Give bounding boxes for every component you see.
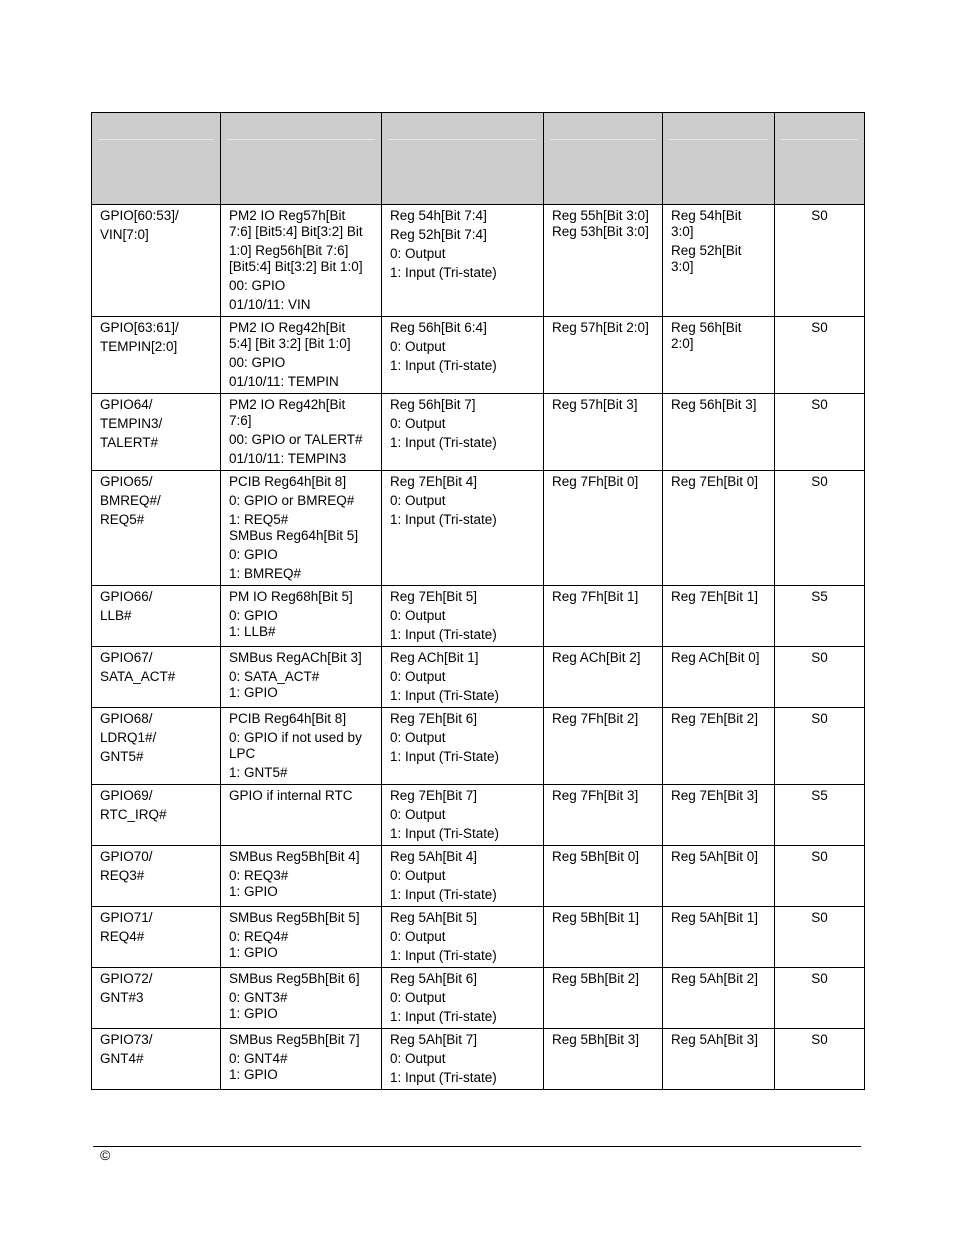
cell-text-line: GPIO67/ (100, 650, 153, 665)
cell-pin-name (92, 846, 221, 907)
cell-text-line: Reg 7Fh[Bit 2] (552, 711, 639, 726)
table-body (92, 205, 865, 1090)
table-row (92, 586, 865, 647)
cell-text-line: Reg 56h[Bit 7] (390, 397, 476, 412)
cell-pin-name (92, 907, 221, 968)
cell-function-select (221, 785, 382, 846)
cell-power-state (775, 1029, 865, 1090)
cell-text-line: GNT4# (100, 1051, 144, 1066)
cell-text-line: Reg 54h[Bit 7:4] (390, 208, 487, 223)
cell-text-line: BMREQ#/ (100, 493, 161, 508)
cell-text-line: 0: GPIO if not used by (229, 730, 362, 745)
cell-output-register (663, 586, 775, 647)
cell-text-line: PM2 IO Reg42h[Bit (229, 320, 346, 335)
cell-output-register (663, 785, 775, 846)
header-cell-label (550, 117, 656, 140)
cell-text-line: Reg 7Eh[Bit 5] (390, 589, 478, 604)
cell-output-register (663, 1029, 775, 1090)
cell-text-line: GPIO71/ (100, 910, 153, 925)
cell-text-line: 0: REQ3# (229, 868, 289, 883)
cell-text-line: Reg 7Eh[Bit 6] (390, 711, 478, 726)
cell-text-line: GPIO[63:61]/ (100, 320, 179, 335)
cell-text-line: GPIO68/ (100, 711, 153, 726)
cell-pin-name (92, 471, 221, 586)
cell-pin-name (92, 1029, 221, 1090)
cell-text-line: SMBus Reg5Bh[Bit 7] (229, 1032, 360, 1047)
header-cell-select (221, 113, 382, 205)
cell-text-line: REQ3# (100, 868, 145, 883)
cell-text-line: Reg 53h[Bit 3:0] (552, 224, 649, 239)
cell-input-register (544, 846, 663, 907)
cell-output-register (663, 846, 775, 907)
cell-text-line: 0: GNT3# (229, 990, 288, 1005)
cell-text-line: Reg 7Eh[Bit 4] (390, 474, 478, 489)
cell-text-line: 0: Output (390, 1051, 446, 1066)
cell-function-select (221, 394, 382, 471)
cell-text-line: 0: Output (390, 246, 446, 261)
cell-text-line: 0: Output (390, 339, 446, 354)
cell-text-line: Reg 57h[Bit 2:0] (552, 320, 649, 335)
cell-text-line: Reg 7Eh[Bit 7] (390, 788, 478, 803)
cell-text-line: 0: GPIO (229, 608, 278, 623)
cell-function-select (221, 1029, 382, 1090)
cell-text: S0 (811, 397, 828, 412)
cell-output-register (663, 708, 775, 785)
cell-text-line: 0: Output (390, 608, 446, 623)
table-row (92, 317, 865, 394)
cell-text-line: PM2 IO Reg42h[Bit (229, 397, 346, 412)
cell-text-line: 0: REQ4# (229, 929, 289, 944)
cell-text-line: 0: GPIO (229, 547, 278, 562)
cell-output-enable (382, 846, 544, 907)
header-cell-label (669, 117, 768, 140)
cell-pin-name (92, 647, 221, 708)
cell-text-line: GPIO72/ (100, 971, 153, 986)
copyright-symbol: © (100, 1147, 111, 1163)
cell-output-enable (382, 708, 544, 785)
cell-text-line: 2:0] (671, 336, 694, 351)
cell-text-line: 1: BMREQ# (229, 566, 302, 581)
cell-text-line: SMBus RegACh[Bit 3] (229, 650, 362, 665)
cell-output-enable (382, 1029, 544, 1090)
cell-function-select (221, 907, 382, 968)
cell-text: S0 (811, 474, 828, 489)
cell-text-line: VIN[7:0] (100, 227, 149, 242)
cell-text-line: GPIO[60:53]/ (100, 208, 179, 223)
cell-text-line: 1:0] Reg56h[Bit 7:6] (229, 243, 349, 258)
cell-text-line: SMBus Reg64h[Bit 5] (229, 528, 359, 543)
cell-output-enable (382, 586, 544, 647)
cell-output-register (663, 968, 775, 1029)
cell-text-line: Reg 5Ah[Bit 0] (671, 849, 759, 864)
cell-text-line: Reg 5Ah[Bit 2] (671, 971, 759, 986)
cell-text-line: Reg 7Fh[Bit 0] (552, 474, 639, 489)
cell-input-register (544, 1029, 663, 1090)
cell-text-line: Reg 5Bh[Bit 2] (552, 971, 640, 986)
cell-power-state (775, 471, 865, 586)
cell-power-state (775, 647, 865, 708)
cell-output-register (663, 907, 775, 968)
cell-text-line: Reg 5Bh[Bit 3] (552, 1032, 640, 1047)
cell-text-line: 1: Input (Tri-State) (390, 688, 500, 703)
cell-text-line: GNT#3 (100, 990, 144, 1005)
cell-text-line: GPIO65/ (100, 474, 153, 489)
cell-power-state (775, 968, 865, 1029)
cell-function-select (221, 708, 382, 785)
cell-output-enable (382, 785, 544, 846)
cell-text-line: GPIO if internal RTC (229, 788, 353, 803)
cell-text-line: [Bit5:4] Bit[3:2] Bit 1:0] (229, 259, 363, 274)
cell-text-line: 1: GPIO (229, 685, 278, 700)
cell-text: S0 (811, 711, 828, 726)
cell-output-register (663, 394, 775, 471)
cell-output-register (663, 205, 775, 317)
table-row (92, 471, 865, 586)
footer-divider (93, 1146, 861, 1147)
cell-function-select (221, 317, 382, 394)
cell-text-line: Reg 7Eh[Bit 0] (671, 474, 759, 489)
cell-text-line: 0: Output (390, 868, 446, 883)
cell-text: S0 (811, 849, 828, 864)
header-cell-input (544, 113, 663, 205)
cell-text-line: Reg 7Eh[Bit 2] (671, 711, 759, 726)
cell-text-line: REQ4# (100, 929, 145, 944)
cell-output-enable (382, 907, 544, 968)
cell-text-line: SATA_ACT# (100, 669, 176, 684)
header-cell-label (781, 117, 858, 140)
header-cell-pin (92, 113, 221, 205)
cell-text-line: Reg 5Bh[Bit 0] (552, 849, 640, 864)
cell-text-line: 5:4] [Bit 3:2] [Bit 1:0] (229, 336, 351, 351)
cell-text-line: TALERT# (100, 435, 159, 450)
cell-text-line: 0: Output (390, 669, 446, 684)
cell-text-line: Reg 5Ah[Bit 1] (671, 910, 759, 925)
cell-text-line: 1: Input (Tri-State) (390, 826, 500, 841)
cell-text-line: Reg 7Fh[Bit 3] (552, 788, 639, 803)
cell-output-register (663, 317, 775, 394)
cell-text-line: Reg ACh[Bit 1] (390, 650, 479, 665)
cell-text-line: 01/10/11: TEMPIN3 (229, 451, 347, 466)
cell-output-register (663, 471, 775, 586)
cell-text-line: 01/10/11: VIN (229, 297, 311, 312)
cell-function-select (221, 968, 382, 1029)
cell-text-line: 01/10/11: TEMPIN (229, 374, 339, 389)
cell-text-line: Reg 57h[Bit 3] (552, 397, 638, 412)
table-row (92, 394, 865, 471)
cell-text-line: 0: Output (390, 416, 446, 431)
cell-text-line: 1: REQ5# (229, 512, 289, 527)
cell-text-line: 0: GNT4# (229, 1051, 288, 1066)
cell-output-enable (382, 317, 544, 394)
cell-text-line: 1: Input (Tri-state) (390, 512, 497, 527)
cell-text: S0 (811, 971, 828, 986)
cell-pin-name (92, 785, 221, 846)
cell-text-line: 0: SATA_ACT# (229, 669, 320, 684)
cell-text-line: SMBus Reg5Bh[Bit 6] (229, 971, 360, 986)
cell-text-line: PM IO Reg68h[Bit 5] (229, 589, 353, 604)
cell-text-line: 1: GPIO (229, 1067, 278, 1082)
cell-text-line: SMBus Reg5Bh[Bit 5] (229, 910, 360, 925)
cell-text-line: 1: Input (Tri-state) (390, 627, 497, 642)
cell-text: S0 (811, 320, 828, 335)
cell-text: S0 (811, 1032, 828, 1047)
cell-text-line: 7:6] [Bit5:4] Bit[3:2] Bit (229, 224, 363, 239)
table-row (92, 968, 865, 1029)
cell-text-line: Reg 7Eh[Bit 1] (671, 589, 759, 604)
cell-text-line: 1: Input (Tri-State) (390, 749, 500, 764)
header-cell-output-enable (382, 113, 544, 205)
cell-pin-name (92, 205, 221, 317)
cell-text-line: Reg 52h[Bit 7:4] (390, 227, 487, 242)
cell-power-state (775, 846, 865, 907)
cell-text-line: 00: GPIO (229, 278, 286, 293)
cell-pin-name (92, 394, 221, 471)
cell-pin-name (92, 586, 221, 647)
cell-function-select (221, 647, 382, 708)
cell-power-state (775, 394, 865, 471)
cell-power-state (775, 785, 865, 846)
cell-text-line: Reg 5Ah[Bit 4] (390, 849, 478, 864)
cell-text-line: Reg ACh[Bit 2] (552, 650, 641, 665)
cell-output-register (663, 647, 775, 708)
cell-output-enable (382, 968, 544, 1029)
cell-power-state (775, 317, 865, 394)
cell-input-register (544, 708, 663, 785)
table-row (92, 205, 865, 317)
header-cell-output (663, 113, 775, 205)
cell-output-enable (382, 471, 544, 586)
cell-function-select (221, 471, 382, 586)
gpio-register-table (91, 112, 865, 1090)
cell-function-select (221, 846, 382, 907)
cell-text-line: 0: GPIO or BMREQ# (229, 493, 355, 508)
header-cell-label (227, 117, 375, 140)
cell-text-line: RTC_IRQ# (100, 807, 167, 822)
cell-output-enable (382, 647, 544, 708)
cell-text-line: 1: LLB# (229, 624, 276, 639)
cell-text-line: 0: Output (390, 929, 446, 944)
cell-text: S5 (811, 788, 828, 803)
cell-text-line: Reg 55h[Bit 3:0] (552, 208, 649, 223)
cell-text-line: 1: Input (Tri-state) (390, 358, 497, 373)
cell-text-line: 3:0] (671, 224, 694, 239)
cell-text-line: LLB# (100, 608, 132, 623)
cell-text-line: GPIO69/ (100, 788, 153, 803)
cell-text-line: GNT5# (100, 749, 144, 764)
cell-function-select (221, 586, 382, 647)
cell-text-line: Reg 5Ah[Bit 3] (671, 1032, 759, 1047)
cell-text-line: 0: Output (390, 807, 446, 822)
cell-text-line: Reg 54h[Bit (671, 208, 742, 223)
cell-text: S0 (811, 650, 828, 665)
cell-input-register (544, 968, 663, 1029)
cell-text-line: 0: Output (390, 730, 446, 745)
cell-text-line: LPC (229, 746, 256, 761)
table-header-row (92, 113, 865, 205)
cell-text-line: PM2 IO Reg57h[Bit (229, 208, 346, 223)
cell-output-enable (382, 205, 544, 317)
cell-input-register (544, 317, 663, 394)
cell-text-line: GPIO73/ (100, 1032, 153, 1047)
cell-input-register (544, 907, 663, 968)
cell-text-line: Reg ACh[Bit 0] (671, 650, 760, 665)
cell-text-line: REQ5# (100, 512, 145, 527)
cell-pin-name (92, 968, 221, 1029)
cell-text-line: 7:6] (229, 413, 252, 428)
table-row (92, 1029, 865, 1090)
cell-text-line: TEMPIN3/ (100, 416, 163, 431)
cell-text-line: Reg 56h[Bit 6:4] (390, 320, 487, 335)
cell-input-register (544, 586, 663, 647)
cell-power-state (775, 205, 865, 317)
cell-text-line: 0: Output (390, 990, 446, 1005)
cell-input-register (544, 205, 663, 317)
cell-text-line: SMBus Reg5Bh[Bit 4] (229, 849, 360, 864)
cell-text-line: Reg 5Ah[Bit 6] (390, 971, 478, 986)
cell-power-state (775, 907, 865, 968)
table-row (92, 647, 865, 708)
cell-text-line: LDRQ1#/ (100, 730, 157, 745)
cell-text-line: GPIO64/ (100, 397, 153, 412)
cell-text-line: 00: GPIO (229, 355, 286, 370)
cell-text-line: TEMPIN[2:0] (100, 339, 178, 354)
cell-text-line: 1: GPIO (229, 1006, 278, 1021)
cell-text-line: GPIO70/ (100, 849, 153, 864)
header-cell-power-state (775, 113, 865, 205)
cell-text: S0 (811, 910, 828, 925)
cell-text-line: 1: Input (Tri-state) (390, 1009, 497, 1024)
cell-output-enable (382, 394, 544, 471)
cell-text-line: 1: Input (Tri-state) (390, 887, 497, 902)
cell-text-line: Reg 56h[Bit (671, 320, 742, 335)
cell-text-line: Reg 56h[Bit 3] (671, 397, 757, 412)
cell-text-line: 1: GPIO (229, 945, 278, 960)
cell-pin-name (92, 317, 221, 394)
table-row (92, 907, 865, 968)
cell-text-line: 1: Input (Tri-state) (390, 435, 497, 450)
cell-power-state (775, 586, 865, 647)
cell-text-line: PCIB Reg64h[Bit 8] (229, 474, 347, 489)
cell-text-line: 1: Input (Tri-state) (390, 265, 497, 280)
table-row (92, 785, 865, 846)
cell-text-line: Reg 5Ah[Bit 5] (390, 910, 478, 925)
cell-text-line: 0: Output (390, 493, 446, 508)
cell-text-line: 00: GPIO or TALERT# (229, 432, 363, 447)
cell-text: S0 (811, 208, 828, 223)
header-cell-label (388, 117, 537, 140)
cell-text-line: Reg 5Ah[Bit 7] (390, 1032, 478, 1047)
cell-text-line: Reg 7Eh[Bit 3] (671, 788, 759, 803)
cell-input-register (544, 471, 663, 586)
cell-text-line: Reg 7Fh[Bit 1] (552, 589, 639, 604)
cell-text-line: 1: Input (Tri-state) (390, 1070, 497, 1085)
cell-input-register (544, 785, 663, 846)
cell-text-line: Reg 52h[Bit (671, 243, 742, 258)
cell-text-line: Reg 5Bh[Bit 1] (552, 910, 640, 925)
cell-input-register (544, 394, 663, 471)
cell-text-line: GPIO66/ (100, 589, 153, 604)
table-row (92, 846, 865, 907)
cell-text-line: 1: Input (Tri-state) (390, 948, 497, 963)
cell-text-line: 1: GNT5# (229, 765, 288, 780)
cell-text-line: PCIB Reg64h[Bit 8] (229, 711, 347, 726)
cell-text-line: 3:0] (671, 259, 694, 274)
cell-pin-name (92, 708, 221, 785)
header-cell-label (98, 117, 214, 140)
cell-input-register (544, 647, 663, 708)
cell-text: S5 (811, 589, 828, 604)
table-row (92, 708, 865, 785)
cell-function-select (221, 205, 382, 317)
cell-text-line: 1: GPIO (229, 884, 278, 899)
cell-power-state (775, 708, 865, 785)
